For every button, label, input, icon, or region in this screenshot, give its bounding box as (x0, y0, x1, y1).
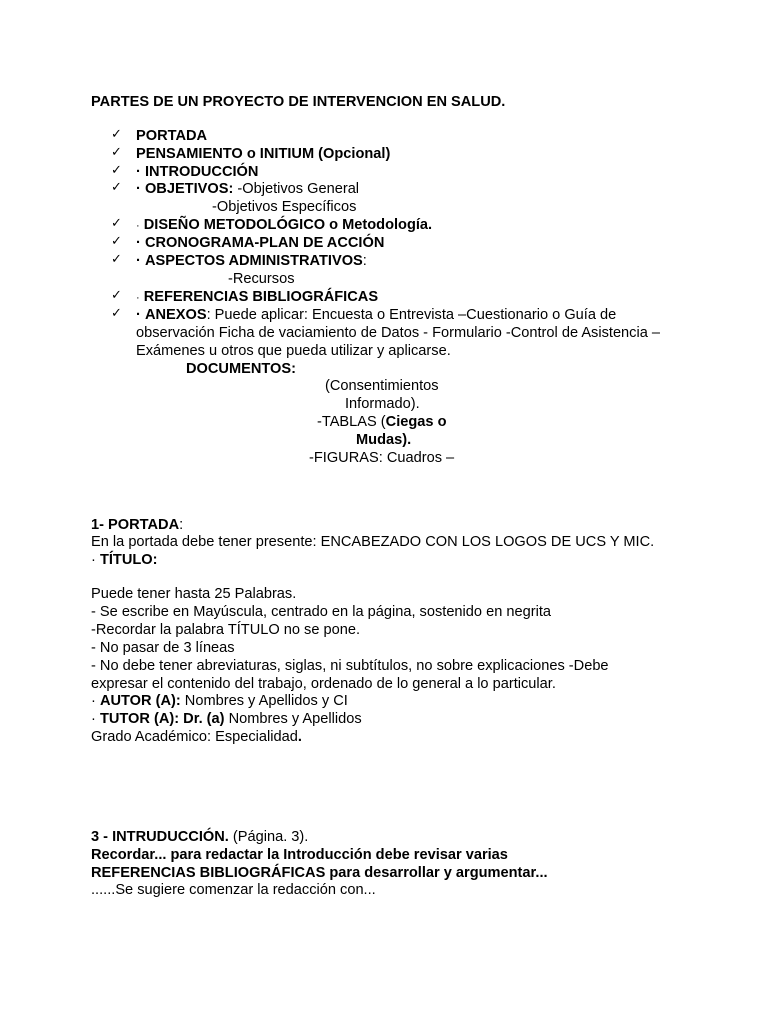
check-icon: ✓ (111, 252, 122, 267)
checklist-item-cronograma (136, 234, 384, 252)
autor-label: AUTOR (A): (99, 693, 181, 709)
check-icon: ✓ (111, 163, 122, 178)
titulo-label: TÍTULO: (99, 552, 158, 568)
documentos-consent-line-2: Informado). (345, 396, 420, 412)
bullet-dot: · (136, 292, 140, 304)
objetivos-especificos: -Objetivos Específicos (212, 199, 357, 215)
autor-value: Nombres y Apellidos y CI (180, 693, 348, 709)
anexos-line-1: : Puede aplicar: Encuesta o Entrevista –Cuestionario o Guía de (206, 307, 617, 323)
objetivos-general: -Objetivos General (233, 181, 360, 197)
checklist-item-aspectos (136, 252, 367, 270)
grado-text: Grado Académico: Especialidad (91, 729, 298, 745)
bullet-dot: · (136, 307, 141, 323)
documentos-consent-line-1: (Consentimientos (325, 378, 439, 394)
titulo-rule-6: expresar el contenido del trabajo, ordenado de lo general a lo particular. (91, 676, 556, 692)
titulo-rule-4: - No pasar de 3 líneas (91, 640, 235, 656)
checklist-item-portada: PORTADA (136, 128, 208, 144)
titulo-subheading (91, 551, 158, 569)
checklist-item-anexos (136, 306, 616, 324)
checklist-item-aspectos-label: ASPECTOS ADMINISTRATIVOS (144, 253, 363, 269)
bullet-dot: · (91, 711, 96, 727)
aspectos-colon: : (362, 253, 367, 269)
bullet-dot: · (136, 164, 141, 180)
tablas-bold: Ciegas o (385, 414, 447, 430)
check-icon: ✓ (111, 306, 122, 321)
section-introduccion-page: (Página. 3). (228, 829, 309, 845)
section-portada-heading (91, 516, 183, 534)
portada-line-1: En la portada debe tener presente: ENCABEZADO CON LOS LOGOS DE UCS Y MIC. (91, 534, 655, 550)
checklist-item-cronograma-label: CRONOGRAMA-PLAN DE ACCIÓN (144, 235, 385, 251)
anexos-line-3: Exámenes u otros que pueda utilizar y aplicarse. (136, 343, 451, 359)
bullet-dot: · (136, 253, 141, 269)
bullet-dot: · (91, 693, 96, 709)
bullet-dot: · (136, 235, 141, 251)
checklist-item-referencias-label: REFERENCIAS BIBLIOGRÁFICAS (143, 289, 379, 305)
autor-line (91, 692, 348, 710)
check-icon: ✓ (111, 145, 122, 160)
checklist-item-anexos-label: ANEXOS (144, 307, 207, 323)
bullet-dot: · (136, 220, 140, 232)
checklist-item-objetivos (136, 180, 359, 198)
titulo-rule-1: Puede tener hasta 25 Palabras. (91, 586, 297, 602)
check-icon: ✓ (111, 216, 122, 231)
document-title: PARTES DE UN PROYECTO DE INTERVENCION EN SALUD. (91, 94, 506, 110)
section-introduccion-title: 3 - INTRUDUCCIÓN. (91, 829, 229, 845)
section-portada-colon: : (179, 517, 184, 533)
bullet-dot: · (136, 181, 141, 197)
tutor-value: Nombres y Apellidos (224, 711, 362, 727)
tutor-line (91, 710, 362, 728)
introduccion-line-2: REFERENCIAS BIBLIOGRÁFICAS para desarrollar y argumentar... (91, 865, 548, 881)
section-portada-title: 1- PORTADA (91, 517, 180, 533)
check-icon: ✓ (111, 127, 122, 142)
checklist-item-objetivos-label: OBJETIVOS: (144, 181, 234, 197)
checklist-item-diseno (136, 216, 432, 235)
checklist-item-pensamiento: PENSAMIENTO o INITIUM (Opcional) (136, 146, 391, 162)
checklist-item-introduccion-label: INTRODUCCIÓN (144, 164, 259, 180)
introduccion-line-1: Recordar... para redactar la Introducción debe revisar varias (91, 847, 508, 863)
introduccion-line-3: ......Se sugiere comenzar la redacción con... (91, 882, 376, 898)
documentos-tablas-line-2: Mudas). (356, 432, 412, 448)
titulo-rule-5: - No debe tener abreviaturas, siglas, ni subtítulos, no sobre explicaciones -Debe (91, 658, 609, 674)
grado-line (91, 728, 302, 746)
tablas-prefix: -TABLAS ( (317, 414, 386, 430)
check-icon: ✓ (111, 288, 122, 303)
check-icon: ✓ (111, 234, 122, 249)
documentos-tablas (317, 413, 447, 431)
grado-period: . (297, 729, 302, 745)
section-introduccion-heading (91, 828, 308, 846)
aspectos-recursos: -Recursos (228, 271, 295, 287)
documentos-label: DOCUMENTOS: (186, 361, 296, 377)
checklist-item-diseno-label: DISEÑO METODOLÓGICO o Metodología. (143, 217, 433, 233)
titulo-rule-3: -Recordar la palabra TÍTULO no se pone. (91, 622, 361, 638)
tutor-label: TUTOR (A): Dr. (a) (99, 711, 225, 727)
bullet-dot: · (91, 552, 96, 568)
checklist-item-referencias (136, 288, 378, 307)
checklist-item-introduccion (136, 163, 258, 181)
documentos-figuras: -FIGURAS: Cuadros – (309, 450, 455, 466)
anexos-line-2: observación Ficha de vaciamiento de Datos - Formulario -Control de Asistencia – (136, 325, 660, 341)
check-icon: ✓ (111, 180, 122, 195)
titulo-rule-2: - Se escribe en Mayúscula, centrado en la página, sostenido en negrita (91, 604, 551, 620)
